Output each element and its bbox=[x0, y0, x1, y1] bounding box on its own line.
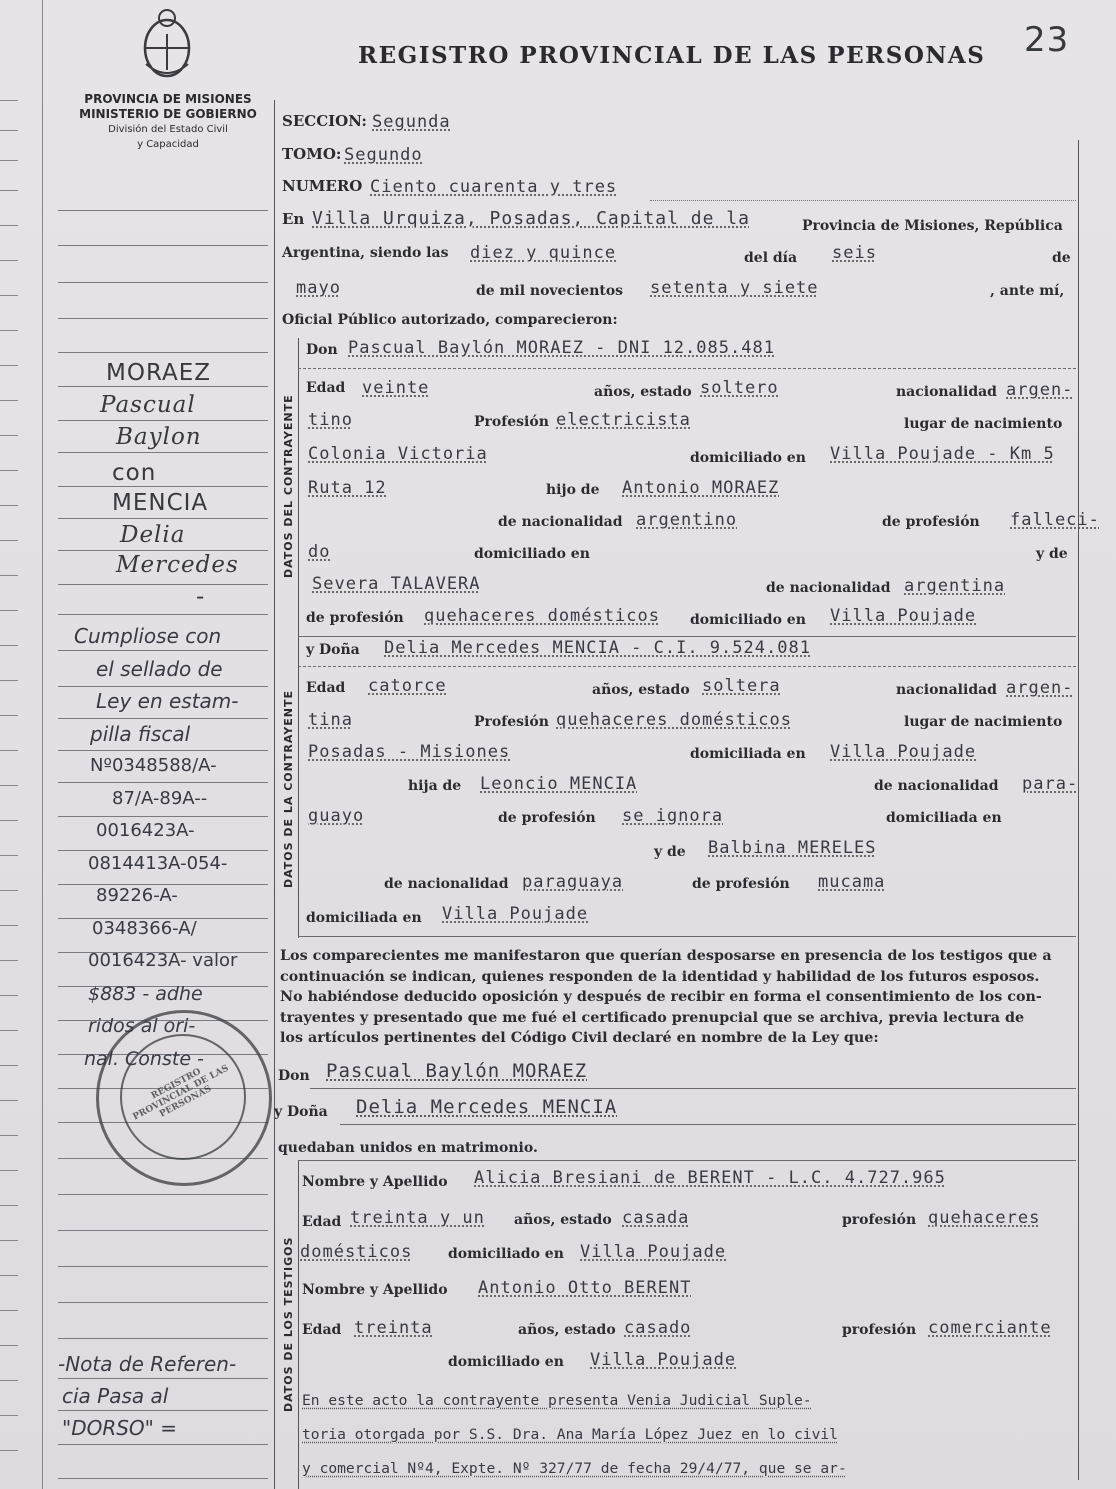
de-profesion-label: de profesión bbox=[498, 810, 596, 826]
issuer-line: PROVINCIA DE MISIONES bbox=[84, 92, 252, 106]
lugar-nac-label: lugar de nacimiento bbox=[904, 714, 1063, 730]
margin-note-line: pilla fiscal bbox=[90, 721, 191, 746]
margin-name: Pascual bbox=[100, 392, 196, 418]
declaration-line: Los comparecientes me manifestaron que querían desposarse en presencia de los testigos que a bbox=[280, 948, 1052, 964]
numero-value: Ciento cuarenta y tres bbox=[370, 177, 618, 197]
contrayenta-section-label: DATOS DE LA CONTRAYENTE bbox=[282, 690, 295, 888]
del-dia-label: del día bbox=[744, 250, 798, 266]
margin-note-line: 87/A-89A-- bbox=[112, 787, 208, 809]
testigo1-nombre: Alicia Bresiani de BERENT - L.C. 4.727.965 bbox=[474, 1168, 946, 1188]
margin-name: Baylon bbox=[116, 424, 202, 450]
contrayente-profesion: electricista bbox=[556, 410, 691, 430]
seal-text: REGISTRO PROVINCIAL DE LAS PERSONAS bbox=[131, 1063, 231, 1123]
nota-line: toria otorgada por S.S. Dra. Ana María López Juez en lo civil bbox=[302, 1426, 838, 1443]
nombre-apellido-label: Nombre y Apellido bbox=[302, 1174, 448, 1190]
issuer-line: MINISTERIO DE GOBIERNO bbox=[79, 107, 257, 121]
contrayenta-nacionalidad: argen- bbox=[1006, 678, 1074, 698]
contrayente-madre-nac: argentina bbox=[904, 576, 1006, 596]
testigo2-estado: casado bbox=[624, 1318, 692, 1338]
margin-note-line: -Nota de Referen- bbox=[58, 1352, 237, 1376]
margin-note-line: nal. Conste - bbox=[84, 1047, 204, 1070]
testigos-nota bbox=[302, 1384, 847, 1486]
tomo-label: TOMO: bbox=[282, 145, 342, 163]
margin-name: Mercedes bbox=[116, 552, 239, 578]
contrayente-padre-nac: argentino bbox=[636, 510, 738, 530]
margin-note-line: 0348366-A/ bbox=[92, 917, 197, 939]
don-label: Don bbox=[278, 1068, 310, 1084]
domiciliada-label: domiciliada en bbox=[306, 910, 422, 926]
anios-estado-label: años, estado bbox=[514, 1212, 612, 1228]
domiciliado-label: domiciliado en bbox=[448, 1246, 564, 1262]
don-label: Don bbox=[306, 342, 338, 358]
contrayenta-padre-nac-cont: guayo bbox=[308, 806, 365, 826]
contrayente-nombre: Pascual Baylón MORAEZ - DNI 12.085.481 bbox=[348, 338, 775, 358]
seccion-value: Segunda bbox=[372, 112, 451, 132]
margin-note-line: 0814413A-054- bbox=[88, 852, 228, 874]
y-de-label: y de bbox=[1036, 546, 1068, 562]
dia-value: seis bbox=[832, 243, 877, 263]
contrayenta-lugar-nac: Posadas - Misiones bbox=[308, 742, 511, 762]
numero-label: NUMERO bbox=[282, 177, 363, 195]
en-label: En bbox=[282, 210, 305, 228]
profesion-label: profesión bbox=[842, 1212, 917, 1228]
domiciliada-label: domiciliada en bbox=[690, 746, 806, 762]
testigo2-domicilio: Villa Poujade bbox=[590, 1350, 737, 1370]
testigos-section-label: DATOS DE LOS TESTIGOS bbox=[282, 1236, 295, 1412]
declaration-line: los artículos pertinentes del Código Civil declaré en nombre de la Ley que: bbox=[280, 1030, 879, 1046]
testigo2-profesion: comerciante bbox=[928, 1318, 1052, 1338]
margin-notes bbox=[74, 620, 239, 1075]
contrayente-edad: veinte bbox=[362, 378, 430, 398]
testigo2-nombre: Antonio Otto BERENT bbox=[478, 1278, 692, 1298]
de-nacionalidad-label: de nacionalidad bbox=[766, 580, 891, 596]
contrayenta-profesion: quehaceres domésticos bbox=[556, 710, 792, 730]
anios-estado-label: años, estado bbox=[518, 1322, 616, 1338]
domiciliada-label: domiciliada en bbox=[886, 810, 1002, 826]
contrayenta-padre-prof: se ignora bbox=[622, 806, 724, 826]
margin-note-line: 89226-A- bbox=[96, 885, 178, 906]
nota-line: y comercial Nº4, Expte. Nº 327/77 de fecha 29/4/77, que se ar- bbox=[302, 1460, 847, 1477]
contrayente-padre-prof: falleci- bbox=[1010, 510, 1100, 530]
anio-value: setenta y siete bbox=[650, 278, 819, 298]
de-nacionalidad-label: de nacionalidad bbox=[874, 778, 999, 794]
edad-label: Edad bbox=[306, 380, 346, 396]
contrayente-madre-prof: quehaceres domésticos bbox=[424, 606, 660, 626]
contrayente-lugar-nac: Colonia Victoria bbox=[308, 444, 488, 464]
contrayente-madre-dom: Villa Poujade bbox=[830, 606, 977, 626]
form-left-border bbox=[274, 100, 275, 1489]
hija-de-label: hija de bbox=[408, 778, 462, 794]
mes-value: mayo bbox=[296, 278, 341, 298]
de-mil-label: de mil novecientos bbox=[476, 283, 624, 299]
contrayenta-madre-dom: Villa Poujade bbox=[442, 904, 589, 924]
declaration-text bbox=[280, 946, 1052, 1049]
declaration-line: trayentes y presentado que me fué el certificado prenupcial que se archiva, previa lectura de bbox=[280, 1009, 1025, 1026]
margin-name: Delia bbox=[120, 522, 186, 548]
declaration-don: Pascual Baylón MORAEZ bbox=[326, 1060, 588, 1082]
testigo1-estado: casada bbox=[622, 1208, 690, 1228]
contrayente-domicilio-cont: Ruta 12 bbox=[308, 478, 387, 498]
contrayente-nacionalidad: argen- bbox=[1006, 380, 1074, 400]
quedaban-text: quedaban unidos en matrimonio. bbox=[278, 1140, 538, 1156]
page-title: REGISTRO PROVINCIAL DE LAS PERSONAS bbox=[358, 42, 986, 69]
contrayenta-madre: Balbina MERELES bbox=[708, 838, 877, 858]
testigo1-edad: treinta y un bbox=[350, 1208, 485, 1228]
margin-name: con bbox=[112, 460, 157, 486]
lugar-value: Villa Urquiza, Posadas, Capital de la bbox=[312, 208, 750, 229]
nombre-apellido-label: Nombre y Apellido bbox=[302, 1282, 448, 1298]
contrayenta-edad: catorce bbox=[368, 676, 447, 696]
oficial-text: Oficial Público autorizado, comparecieron: bbox=[282, 312, 618, 328]
testigo2-edad: treinta bbox=[354, 1318, 433, 1338]
margin-name: - bbox=[196, 584, 206, 610]
contrayenta-nombre: Delia Mercedes MENCIA - C.I. 9.524.081 bbox=[384, 638, 811, 658]
edad-label: Edad bbox=[302, 1214, 342, 1230]
contrayente-madre: Severa TALAVERA bbox=[312, 574, 481, 594]
margin-bottom-note bbox=[58, 1348, 236, 1444]
profesion-label: Profesión bbox=[474, 414, 549, 430]
de-profesion-label: de profesión bbox=[882, 514, 980, 530]
contrayenta-madre-nac: paraguaya bbox=[522, 872, 624, 892]
contrayente-domicilio: Villa Poujade - Km 5 bbox=[830, 444, 1055, 464]
contrayenta-padre: Leoncio MENCIA bbox=[480, 774, 638, 794]
domiciliado-label: domiciliado en bbox=[474, 546, 590, 562]
seccion-label: SECCION: bbox=[282, 112, 367, 130]
profesion-label: Profesión bbox=[474, 714, 549, 730]
coat-of-arms-icon bbox=[136, 4, 198, 84]
contrayente-padre-prof-cont: do bbox=[308, 542, 331, 562]
contrayenta-estado: soltera bbox=[702, 676, 781, 696]
contrayente-estado: soltero bbox=[700, 378, 779, 398]
contrayente-section-label: DATOS DEL CONTRAYENTE bbox=[282, 394, 295, 578]
testigo1-profesion-cont: domésticos bbox=[300, 1242, 413, 1262]
nacionalidad-label: nacionalidad bbox=[896, 682, 997, 698]
hijo-de-label: hijo de bbox=[546, 482, 600, 498]
margin-note-line: Cumpliose con bbox=[74, 624, 222, 648]
margin-note-line: ridos al ori- bbox=[88, 1015, 196, 1037]
profesion-label: profesión bbox=[842, 1322, 917, 1338]
margin-note-line: cia Pasa al bbox=[62, 1384, 169, 1408]
testigo1-profesion: quehaceres bbox=[928, 1208, 1041, 1228]
section-inner-border bbox=[298, 338, 299, 938]
de-nacionalidad-label: de nacionalidad bbox=[498, 514, 623, 530]
page-number: 23 bbox=[1024, 20, 1070, 60]
y-de-label: y de bbox=[654, 844, 686, 860]
tomo-value: Segundo bbox=[344, 145, 423, 165]
ante-mi-label: , ante mí, bbox=[990, 283, 1065, 299]
contrayente-padre: Antonio MORAEZ bbox=[622, 478, 780, 498]
issuer-line: y Capacidad bbox=[137, 139, 199, 150]
nacionalidad-label: nacionalidad bbox=[896, 384, 997, 400]
margin-note-line: $883 - adhe bbox=[88, 982, 203, 1005]
de-profesion-label: de profesión bbox=[306, 610, 404, 626]
contrayente-nacionalidad-cont: tino bbox=[308, 410, 353, 430]
dona-label: y Doña bbox=[274, 1104, 328, 1120]
issuer-block bbox=[70, 92, 266, 152]
margin-note-line: 0016423A- bbox=[96, 820, 195, 841]
margin-note-line: Ley en estam- bbox=[96, 689, 239, 713]
lugar-nac-label: lugar de nacimiento bbox=[904, 416, 1063, 432]
de-nacionalidad-label: de nacionalidad bbox=[384, 876, 509, 892]
declaration-line: No habiéndose deducido oposición y después de recibir en forma el consentimiento de los con- bbox=[280, 989, 1042, 1005]
declaration-line: continuación se indican, quienes responden de la identidad y habilidad de los futuros esposos. bbox=[280, 968, 1040, 985]
margin-note-line: "DORSO" = bbox=[62, 1416, 177, 1440]
edad-label: Edad bbox=[302, 1322, 342, 1338]
margin-name: MORAEZ bbox=[106, 360, 212, 386]
margin-border bbox=[42, 0, 43, 1489]
contrayenta-padre-nac: para- bbox=[1022, 774, 1079, 794]
contrayenta-domicilio: Villa Poujade bbox=[830, 742, 977, 762]
domiciliado-label: domiciliado en bbox=[448, 1354, 564, 1370]
margin-note-line: el sellado de bbox=[96, 656, 223, 681]
testigo1-domicilio: Villa Poujade bbox=[580, 1242, 727, 1262]
edad-label: Edad bbox=[306, 680, 346, 696]
provincia-text: Provincia de Misiones, República bbox=[802, 218, 1063, 234]
de-label: de bbox=[1052, 250, 1071, 266]
issuer-line: División del Estado Civil bbox=[108, 124, 228, 135]
form-right-border bbox=[1078, 140, 1079, 1480]
contrayenta-nacionalidad-cont: tina bbox=[308, 710, 353, 730]
de-profesion-label: de profesión bbox=[692, 876, 790, 892]
domiciliado-label: domiciliado en bbox=[690, 450, 806, 466]
domiciliado-label: domiciliado en bbox=[690, 612, 806, 628]
dona-label: y Doña bbox=[306, 642, 360, 658]
margin-name: MENCIA bbox=[112, 490, 209, 516]
section-inner-border bbox=[298, 1160, 299, 1489]
margin-note-line: 0016423A- valor bbox=[88, 950, 238, 971]
contrayenta-madre-prof: mucama bbox=[818, 872, 886, 892]
hora-value: diez y quince bbox=[470, 243, 617, 263]
nota-line: En este acto la contrayente presenta Venia Judicial Suple- bbox=[302, 1392, 812, 1409]
anios-estado-label: años, estado bbox=[592, 682, 690, 698]
argentina-text: Argentina, siendo las bbox=[282, 245, 449, 261]
anios-estado-label: años, estado bbox=[594, 384, 692, 400]
declaration-dona: Delia Mercedes MENCIA bbox=[356, 1096, 618, 1118]
margin-note-line: Nº0348588/A- bbox=[90, 755, 217, 776]
